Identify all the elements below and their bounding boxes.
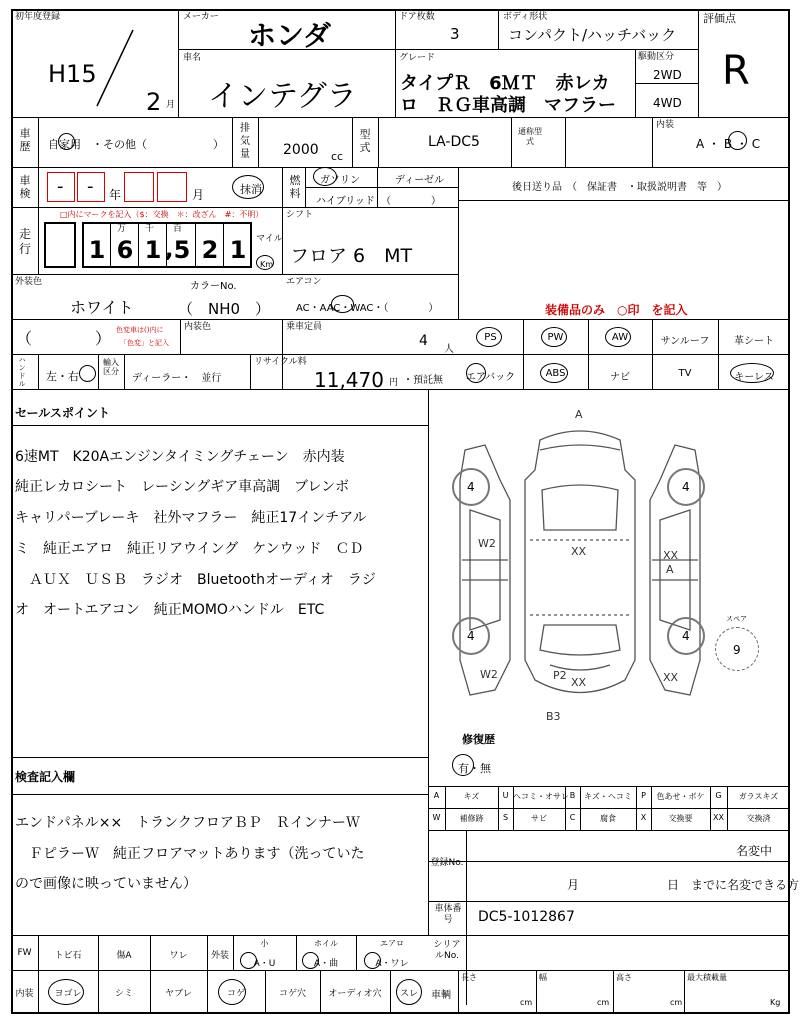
dim-height-unit: cm	[670, 998, 683, 1007]
legend-code: A	[433, 791, 440, 800]
paren-left: （	[16, 329, 33, 348]
name-change: 名変中	[736, 844, 773, 858]
insp-none: 抹消	[240, 183, 262, 196]
insp-year-unit: 年	[109, 188, 122, 202]
small-opts: A・U	[253, 959, 276, 969]
ac-label: エアコン	[286, 277, 322, 287]
chassis-value: DC5-1012867	[478, 909, 575, 925]
dim-length-label: 長さ	[461, 973, 477, 982]
recycle-value: 11,470	[314, 368, 384, 392]
interior-color-label: 内装色	[184, 322, 212, 332]
equip-tv: TV	[678, 368, 692, 379]
mileage-digit: 1	[144, 236, 162, 264]
sales-title: セールスポイント	[15, 406, 110, 420]
capacity-value: 4	[419, 333, 428, 349]
drive-2wd: 2WD	[653, 68, 682, 82]
koge-label: コゲ	[226, 989, 245, 999]
equip-leather: 革シート	[734, 336, 774, 347]
repair-label: 修復歴	[462, 733, 495, 746]
recycle-unit: 円	[389, 378, 399, 388]
recycle-label: リサイクル料	[254, 357, 307, 367]
dim-load-unit: Kg	[770, 998, 781, 1007]
sales-line: オ オートエアコン 純正MOMOハンドル ETC	[15, 602, 325, 618]
dim-width-unit: cm	[597, 998, 610, 1007]
naiso-label: 内装	[15, 989, 34, 999]
legend-code: C	[569, 813, 576, 822]
wheel-opt-circle	[302, 952, 319, 969]
mileage-digit: 1	[88, 236, 106, 264]
mileage-digit: 1	[229, 236, 247, 264]
mark-trunk-xx: XX	[571, 676, 587, 689]
spare-label: スペア	[726, 615, 747, 623]
mark-rear: B3	[546, 710, 561, 723]
model-label: 型式	[359, 128, 371, 154]
audio-label: オーディオ穴	[328, 989, 382, 999]
ac-circle	[331, 295, 354, 313]
color-change-note1: 色変車は()内に	[116, 326, 164, 334]
drive-4wd: 4WD	[653, 96, 682, 110]
wheel-opts: A・曲	[313, 959, 339, 969]
slash-divider	[85, 28, 145, 108]
dim-length-unit: cm	[520, 998, 533, 1007]
repair-circle	[452, 754, 474, 776]
checklist-line: ので画像に映っていません）	[15, 876, 197, 892]
handle-value: 左・右	[46, 370, 79, 383]
doors-value: 3	[450, 25, 460, 43]
legend-desc: 交換済	[746, 814, 771, 823]
equip-ps-circle	[476, 327, 502, 347]
legend-code: W	[432, 813, 441, 822]
dims-label: 車輌	[431, 990, 451, 1001]
displacement-label: 排気量	[240, 123, 250, 160]
equip-abs-circle	[540, 363, 568, 383]
history-text: 自家用 ・その他（ ）	[48, 138, 224, 151]
small-opt-circle	[240, 952, 257, 969]
legend-code: X	[640, 813, 647, 822]
maker: ホンダ	[248, 19, 331, 52]
fuel-label: 燃料	[289, 174, 301, 200]
repair-value: 有・無	[458, 762, 491, 775]
mileage-digit: 5	[173, 236, 191, 264]
insp-dash2: -	[87, 176, 94, 197]
mark-w2-front: W2	[478, 537, 496, 550]
grade-label: グレード	[399, 53, 436, 63]
import-label: 輸入区分	[103, 358, 119, 376]
equip-ps: PS	[484, 332, 497, 343]
color-change-note2: 「色変」と記入	[120, 339, 169, 347]
reg-month-unit: 月	[166, 100, 176, 110]
exterior-value: ホワイト	[70, 298, 134, 317]
legend-desc: キズ	[463, 792, 480, 801]
serial-label: シリアルNo.	[433, 940, 461, 961]
mark-w2-rear: W2	[480, 668, 498, 681]
legend-desc: 交換要	[668, 814, 693, 823]
shift-label: シフト	[286, 210, 314, 220]
dim-height-label: 高さ	[616, 973, 632, 982]
mileage-mark-box	[44, 222, 76, 268]
kogeana-label: コゲ穴	[278, 989, 306, 999]
car-name-label: 車名	[183, 53, 202, 63]
fuel-hybrid: ハイブリッド	[316, 196, 375, 207]
dim-load-label: 最大積載量	[687, 973, 727, 982]
legend-code: XX	[713, 813, 724, 822]
inspection-label: 車検	[19, 174, 31, 200]
mileage-digit: 2	[201, 236, 219, 264]
fw-label: FW	[17, 948, 32, 958]
rating-label: 評価点	[703, 12, 736, 25]
shift-value: フロア 6 MT	[290, 245, 413, 267]
equip-abs: ABS	[545, 368, 566, 379]
mileage-digit: 6	[116, 236, 134, 264]
fuel-gas-circle	[313, 167, 337, 186]
equip-pw: PW	[547, 332, 564, 343]
shimi-label: シミ	[114, 989, 133, 999]
mileage-label: 走行	[18, 227, 31, 256]
equip-keyless: キーレス	[734, 372, 774, 383]
mark-front: A	[575, 408, 583, 421]
tire-rr-value: 4	[682, 629, 690, 643]
paren-right: ）	[95, 329, 112, 348]
aero-label: エアロ	[380, 939, 404, 948]
km-label: Km	[260, 260, 274, 269]
legend-code: B	[569, 791, 576, 800]
reg-month: 2	[146, 88, 162, 116]
mileage-comma: ,	[165, 238, 174, 263]
displacement-value: 2000	[283, 142, 319, 158]
insp-dash1: -	[57, 176, 64, 197]
equip-sunroof: サンルーフ	[660, 336, 710, 347]
legend-code: P	[641, 791, 646, 800]
yogore-circle	[48, 979, 84, 1005]
history-label: 車歴	[19, 127, 31, 153]
interior-grades: A ・ B ・ C	[696, 137, 761, 151]
reg-no-label: 登録No.	[430, 858, 464, 868]
tsusho-label: 通称型式	[518, 127, 542, 146]
rating-value: R	[722, 48, 750, 94]
mark-right-xx: XX	[663, 549, 679, 562]
unit-man: 万	[117, 224, 127, 234]
docs-label: 後日送り品 （ 保証書 ・取扱説明書 等 ）	[512, 182, 727, 193]
handle-circle	[79, 365, 96, 382]
insp-box3	[124, 172, 154, 202]
unit-hyaku: 百	[173, 224, 183, 234]
interior-grade-circle	[728, 131, 747, 150]
model-value: LA-DC5	[428, 134, 480, 150]
tire-fr-value: 4	[682, 480, 690, 494]
recycle-deposit: ・預託無	[403, 375, 443, 386]
fuel-other: （ ）	[381, 196, 441, 207]
legend-desc: 腐食	[600, 814, 616, 823]
checklist-line: ＦピラーＷ 純正フロアマットあります（洗っていた	[15, 846, 365, 862]
ac-value: AC・AAC・WAC・（ ）	[296, 303, 439, 314]
body-value: コンパクト/ハッチバック	[508, 26, 677, 44]
fuel-diesel: ディーゼル	[395, 175, 444, 186]
dim-width-label: 幅	[539, 973, 547, 982]
sales-line: ミ 純正エアロ 純正リアウイング ケンウッド ＣＤ	[15, 541, 364, 557]
reg-year: H15	[48, 60, 97, 88]
equip-pw-circle	[541, 327, 567, 347]
first-reg-label: 初年度登録	[15, 12, 61, 22]
doors-label: ドア枚数	[399, 12, 435, 22]
reg-month-label: 月	[567, 878, 580, 892]
legend-desc: 補修跡	[459, 814, 484, 823]
interior-label: 内装	[656, 120, 675, 130]
history-circle	[58, 133, 75, 150]
km-circle	[256, 255, 274, 270]
handle-label: ハンドル	[18, 356, 26, 388]
gaiso-label: 外装	[210, 951, 229, 961]
tire-rl-value: 4	[467, 629, 475, 643]
yogore-label: ヨゴレ	[54, 989, 82, 999]
insp-month-unit: 月	[192, 188, 205, 202]
koge-circle	[218, 979, 246, 1005]
mark-right-a: A	[666, 563, 674, 576]
kizu-label: 傷A	[116, 951, 132, 961]
equip-airbag-circle	[466, 363, 486, 383]
legend-desc: サビ	[531, 814, 547, 823]
legend-desc: キズ・ヘコミ	[584, 792, 632, 801]
fuel-gas: ガソリン	[320, 175, 360, 186]
insp-box4	[157, 172, 187, 202]
legend-desc: 色あせ・ボケ	[656, 792, 705, 801]
sure-label: スレ	[399, 989, 418, 999]
sales-line: ＡＵＸ ＵＳＢ ラジオ Bluetoothオーディオ ラジ	[15, 572, 376, 588]
insp-none-circle	[232, 175, 264, 199]
sales-line: キャリパーブレーキ 社外マフラー 純正17インチアル	[15, 510, 367, 526]
body-label: ボディ形状	[503, 12, 548, 22]
checklist-line: エンドパネル×× トランクフロアＢＰ ＲインナーＷ	[15, 815, 360, 831]
reg-day-note: 日 までに名変できる方	[667, 878, 800, 892]
sure-circle	[396, 979, 422, 1005]
yabure-label: ヤブレ	[165, 989, 192, 999]
aero-opts: A・ワレ	[375, 959, 409, 969]
unit-sen: 千	[145, 224, 155, 234]
tire-fl-value: 4	[467, 480, 475, 494]
aero-opt-circle	[364, 952, 381, 969]
legend-desc: ヘコミ・オサレ	[513, 792, 569, 801]
ware-label: ワレ	[169, 951, 188, 961]
car-name: インテグラ	[208, 79, 357, 114]
grade-line1: タイプＲ 6ＭＴ 赤レカ	[400, 73, 610, 94]
mark-p2: P2	[553, 669, 567, 682]
wheel-label: ホイル	[314, 939, 338, 948]
mile-label: マイル	[256, 234, 283, 244]
spare-value: 9	[733, 643, 741, 657]
small-label: 小	[260, 939, 269, 948]
sales-line: 6速MT K20Aエンジンタイミングチェーン 赤内装	[15, 449, 345, 465]
checklist-title: 検査記入欄	[15, 770, 76, 784]
mark-rear-right-xx: XX	[663, 671, 679, 684]
sales-line: 純正レカロシート レーシングギア車高調 ブレンボ	[15, 479, 350, 495]
mileage-note: □内にマークを記入（$：交換 ＊：改ざん #：不明）	[60, 210, 264, 219]
grade-line2: ロ ＲＧ車高調 マフラー	[400, 95, 616, 116]
equip-label: 装備品のみ ○印 を記入	[545, 303, 688, 317]
equip-keyless-circle	[730, 363, 774, 383]
chassis-label: 車体番号	[434, 904, 462, 925]
tobi-label: トビ石	[54, 951, 82, 961]
mark-roof-xx: XX	[571, 545, 587, 558]
legend-code: G	[715, 791, 722, 800]
capacity-label: 乗車定員	[286, 322, 323, 332]
equip-aw: AW	[611, 332, 629, 343]
equip-airbag: エアバック	[465, 372, 516, 383]
capacity-unit: 人	[444, 344, 454, 355]
equip-navi: ナビ	[610, 372, 630, 383]
equip-aw-circle	[605, 327, 631, 347]
legend-code: U	[502, 791, 509, 800]
import-value: ディーラー・ 並行	[132, 373, 222, 384]
displacement-unit: cc	[331, 150, 344, 163]
color-no-value: （ NH0 ）	[178, 300, 271, 318]
legend-desc: ガラスキズ	[738, 792, 779, 801]
legend-code: S	[502, 813, 509, 822]
maker-label: メーカー	[183, 12, 219, 22]
exterior-label: 外装色	[15, 277, 43, 287]
drive-label: 駆動区分	[638, 52, 675, 62]
color-no-label: カラーNo.	[190, 281, 237, 292]
